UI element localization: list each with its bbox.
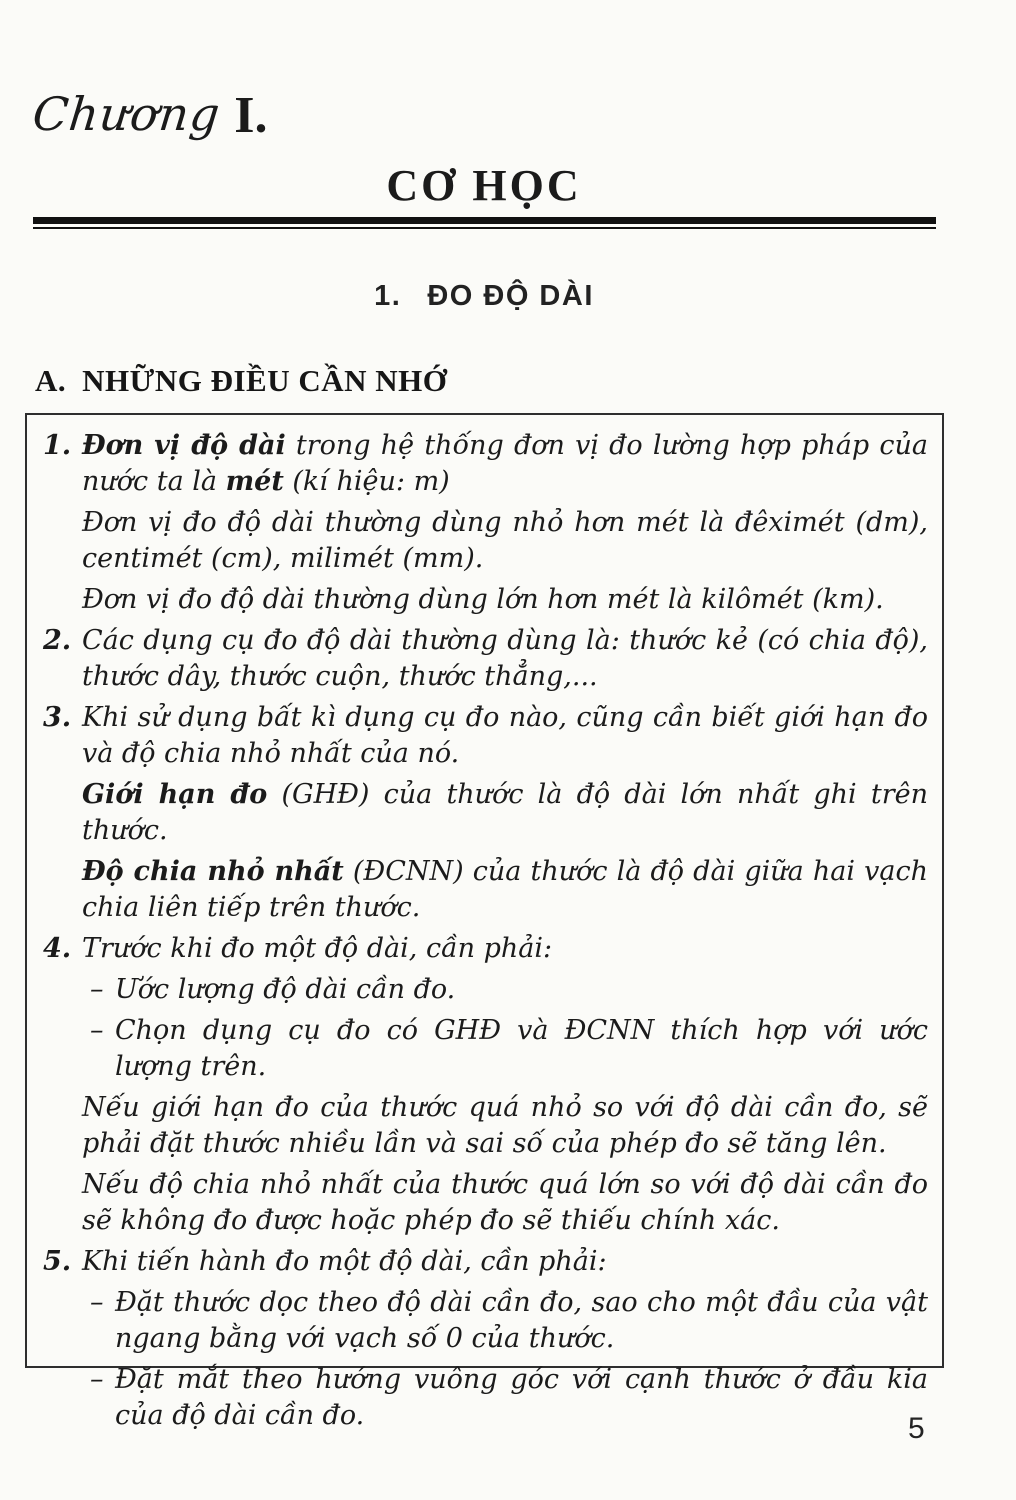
- paragraph: [82, 931, 928, 967]
- list-item-4: [43, 931, 928, 1244]
- text-run: Khi tiến hành đo một độ dài, cần phải:: [82, 1246, 607, 1277]
- part-heading: [35, 363, 447, 399]
- dash-bullet: –: [90, 974, 104, 1005]
- text-run: Khi sử dụng bất kì dụng cụ đo nào, cũng cần biết giới hạn đo và độ chia nhỏ nhất của nó.: [82, 702, 928, 769]
- part-letter: A.: [35, 363, 67, 398]
- text-run: (kí hiệu: m): [283, 466, 450, 497]
- chapter-title: CƠ HỌC: [386, 161, 582, 210]
- item-body: [82, 1244, 928, 1439]
- paragraph: [82, 582, 928, 618]
- paragraph: [82, 777, 928, 849]
- sub-item: [82, 1362, 928, 1434]
- title-rule-thin: [33, 227, 936, 229]
- notes-box: [25, 413, 944, 1431]
- bold-term: mét: [225, 466, 284, 497]
- text-run: Chọn dụng cụ đo có GHĐ và ĐCNN thích hợp với ước lượng trên.: [115, 1015, 928, 1082]
- title-rule-thick: [33, 217, 936, 224]
- text-run: Trước khi đo một độ dài, cần phải:: [82, 933, 553, 964]
- item-number: 1.: [43, 430, 72, 461]
- bold-term: Độ chia nhỏ nhất: [82, 856, 344, 887]
- section-title: ĐO ĐỘ DÀI: [427, 280, 594, 312]
- sub-item: [82, 1013, 928, 1085]
- list-item-5: [43, 1244, 928, 1439]
- page-number: 5: [908, 1412, 925, 1445]
- chapter-numeral: I.: [234, 87, 268, 144]
- list-item-1: [43, 428, 928, 623]
- text-run: Đặt thước dọc theo độ dài cần đo, sao cho một đầu của vật ngang bằng với vạch số 0 của thước.: [115, 1287, 928, 1354]
- bold-term: Đơn vị độ dài: [82, 430, 286, 461]
- text-run: Các dụng cụ đo độ dài thường dùng là: thước kẻ (có chia độ), thước dây, thước cuộn, thước thẳng,...: [82, 625, 928, 692]
- text-run: (ĐCNN) của thước là độ dài giữa hai vạch chia liên tiếp trên thước.: [82, 856, 928, 923]
- text-run: Ước lượng độ dài cần đo.: [115, 974, 456, 1005]
- item-number: 4.: [43, 933, 72, 964]
- list-item-2: [43, 623, 928, 700]
- dash-bullet: –: [90, 1364, 104, 1395]
- paragraph: [82, 700, 928, 772]
- dash-bullet: –: [90, 1015, 104, 1046]
- section-heading: [0, 280, 968, 313]
- item-body: [82, 623, 928, 700]
- text-run: Đơn vị đo độ dài thường dùng nhỏ hơn mét là đêximét (dm), centimét (cm), milimét (mm).: [82, 507, 928, 574]
- text-run: Đơn vị đo độ dài thường dùng lớn hơn mét là kilômét (km).: [82, 584, 884, 615]
- bold-term: Giới hạn đo: [82, 779, 268, 810]
- chapter-label: [30, 86, 268, 145]
- paragraph: [82, 1167, 928, 1239]
- sub-item: [82, 972, 928, 1008]
- list-item-3: [43, 700, 928, 931]
- item-body: [82, 700, 928, 931]
- paragraph: [82, 623, 928, 695]
- paragraph: [82, 854, 928, 926]
- item-number: 5.: [43, 1246, 72, 1277]
- chapter-word: Chương: [30, 87, 224, 141]
- text-run: Nếu độ chia nhỏ nhất của thước quá lớn so với độ dài cần đo sẽ không đo được hoặc phép đo sẽ thiếu chính xác.: [82, 1169, 928, 1236]
- text-run: trong hệ thống đơn vị đo lường hợp pháp của nước ta là: [82, 430, 928, 497]
- paragraph: [82, 1090, 928, 1162]
- item-body: [82, 931, 928, 1244]
- text-run: (GHĐ) của thước là độ dài lớn nhất ghi trên thước.: [82, 779, 928, 846]
- dash-bullet: –: [90, 1287, 104, 1318]
- paragraph: [82, 1244, 928, 1280]
- sub-item: [82, 1285, 928, 1357]
- item-number: 2.: [43, 625, 72, 656]
- part-title: NHỮNG ĐIỀU CẦN NHỚ: [82, 363, 448, 398]
- text-run: Nếu giới hạn đo của thước quá nhỏ so với độ dài cần đo, sẽ phải đặt thước nhiều lần và sai số của phép đo sẽ tăng lên.: [82, 1092, 928, 1159]
- item-body: [82, 428, 928, 623]
- paragraph: [82, 428, 928, 500]
- section-number: 1.: [374, 280, 402, 312]
- item-number: 3.: [43, 702, 72, 733]
- paragraph: [82, 505, 928, 577]
- text-run: Đặt mắt theo hướng vuông góc với cạnh thước ở đầu kia của độ dài cần đo.: [115, 1364, 928, 1431]
